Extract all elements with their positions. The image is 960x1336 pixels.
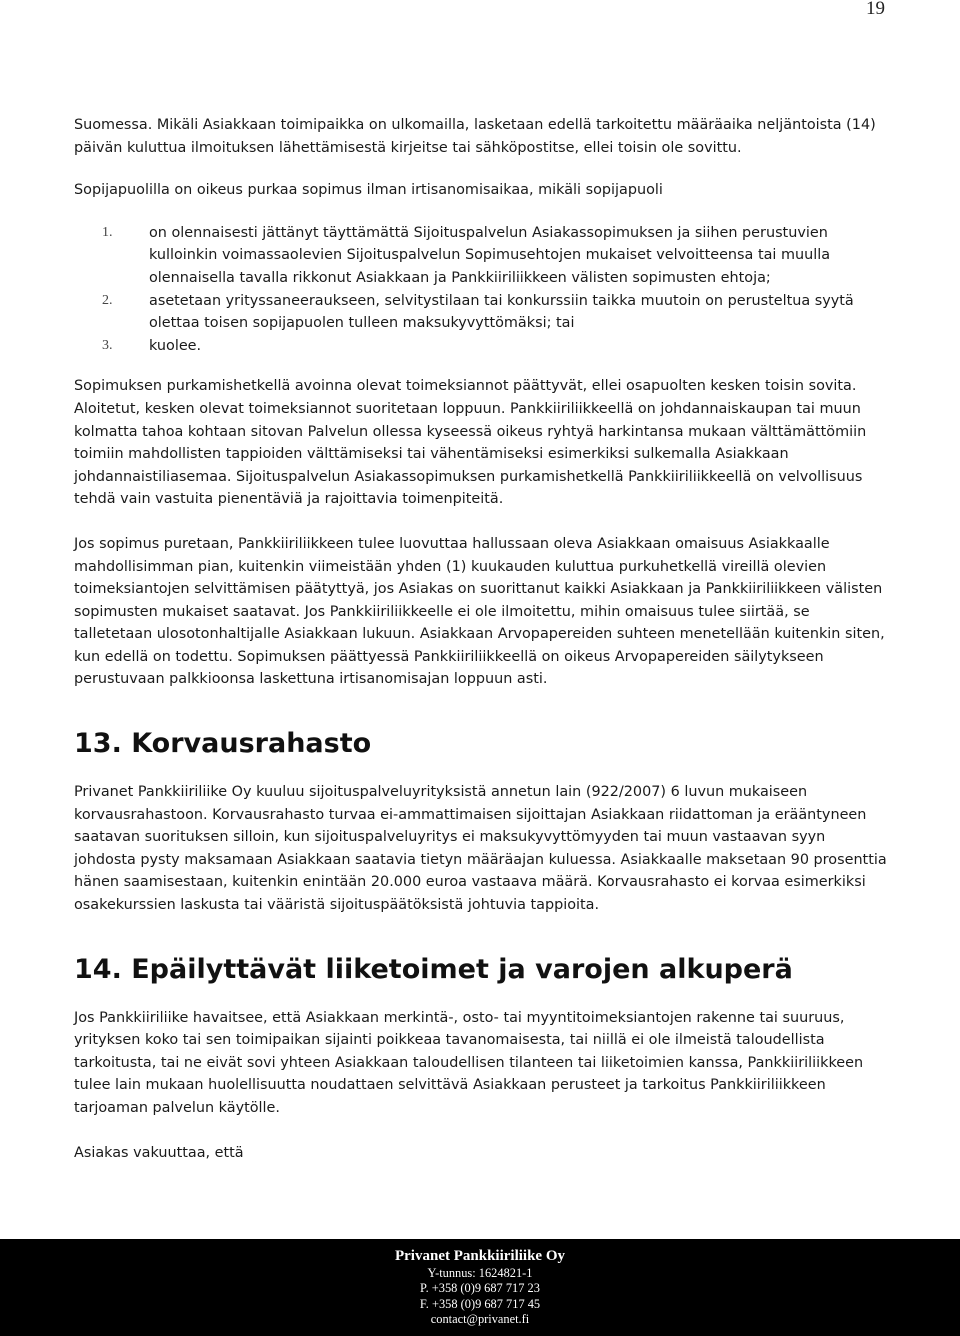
paragraph: Suomessa. Mikäli Asiakkaan toimipaikka on ulkomailla, lasketaan edellä tarkoitettu määräaika neljäntoista (14) päivän kuluttua ilmoituksen lähettämisestä kirjeitse tai sähköpostitse, ellei toisin ole sovittu. — [74, 117, 876, 156]
section-heading-13: 13. Korvausrahasto — [74, 728, 372, 760]
list-item-text: on olennaisesti jättänyt täyttämättä Sijoituspalvelun Asiakassopimuksen ja siihen perustuvien kulloinkin voimassaolevien Sijoituspalvelun Sopimusehtojen mukaiset velvoitteensa tai muulla olennaisella tavalla rikkonut Asiakkaan ja Pankkiiriliikkeen välisten sopimusten ehtoja; — [149, 224, 831, 286]
list-item — [74, 335, 890, 358]
footer-fax: F. +358 (0)9 687 717 45 — [419, 1296, 541, 1311]
footer-phone: P. +358 (0)9 687 717 23 — [420, 1281, 540, 1296]
list-item-text: asetetaan yrityssaneeraukseen, selvitystilaan tai konkurssiin taikka muutoin on perusteltua syytä olettaa toisen sopijapuolen tulleen maksukyvyttömäksi; tai — [149, 292, 854, 332]
list-item — [74, 222, 890, 290]
paragraph: Privanet Pankkiiriliike Oy kuuluu sijoituspalveluyrityksistä annetun lain (922/2007) 6 luvun mukaiseen korvausrahastoon. Korvausrahasto turvaa ei-ammattimaisen sijoittajan Asiakkaan riidattoman ja erääntyneen saatavan suorituksen silloin, kun sijoituspalveluyritys ei maksukyvyttömyyden tai muun vastaavan syyn johdosta pysty maksamaan Asiakkaan saatavia tietyn määräajan kuluessa. Asiakkaalle maksetaan 90 prosenttia hänen saamisestaan, kuitenkin enintään 20.000 euroa vastaava määrä. Korvausrahasto ei korvaa esimerkiksi osakekurssien laskusta tai vääristä sijoituspäätöksistä johtuvia tappioita. — [74, 784, 887, 914]
list-item — [74, 290, 890, 335]
section-heading-14: 14. Epäilyttävät liiketoimet ja varojen alkuperä — [74, 953, 793, 985]
paragraph: Sopimuksen purkamishetkellä avoinna olevat toimeksiannot päättyvät, ellei osapuolten kesken toisin sovita. Aloitetut, kesken olevat toimeksiannot suoritetaan loppuun. Pankkiiriliikkeellä on johdannaiskaupan tai muun kolmatta tahoa kohtaan sitovan Palvelun ollessa kyseessä oikeus ryhtyä harkintansa mukaan välttämättömiin toimiin mahdollisten tappioiden välttämiseksi tai vähentämiseksi esimerkiksi sulkemalla Asiakkaan johdannaistiliasemaa. Sijoituspalvelun Asiakassopimuksen purkamishetkellä Pankkiiriliikkeellä on velvollisuus tehdä vain vastuita pienentäviä ja rajoittavia toimenpiteitä. — [74, 378, 867, 508]
paragraph: Jos Pankkiiriliike havaitsee, että Asiakkaan merkintä-, osto- tai myyntitoimeksiantojen rakenne tai suuruus, yrityksen koko tai sen toimipaikan sijainti poikkeaa tavanomaisesta, tai niillä ei ole ilmeistä taloudellista tarkoitusta, tai ne eivät sovi yhteen Asiakkaan taloudellisen tilanteen tai liiketoimien kanssa, Pankkiiriliikkeen tulee lain mukaan huolellisuutta noudattaen selvittävä Asiakkaan perusteet ja tarkoitus Pankkiiriliikkeen tarjoaman palvelun käytölle. — [74, 1009, 864, 1116]
paragraph: Sopijapuolilla on oikeus purkaa sopimus ilman irtisanomisaikaa, mikäli sopijapuoli — [74, 182, 663, 199]
list-number: 1. — [102, 224, 113, 240]
paragraph: Asiakas vakuuttaa, että — [74, 1144, 244, 1161]
list-number: 3. — [102, 337, 113, 353]
list-item-text: kuolee. — [149, 337, 202, 354]
company-footer — [0, 1239, 960, 1336]
footer-company-name: Privanet Pankkiiriliike Oy — [394, 1248, 565, 1264]
paragraph: Jos sopimus puretaan, Pankkiiriliikkeen tulee luovuttaa hallussaan oleva Asiakkaan omaisuus Asiakkaalle mahdollisimman pian, kuitenkin viimeistään yhden (1) kuukauden kuluttua purkuhetkellä vireillä olevien toimeksiantojen selvittämisen päätyttyä, jos Asiakas on suorittanut kaikki Asiakkaan ja Pankkiiriliikkeen välisten sopimusten mukaiset saatavat. Jos Pankkiiriliikkeelle ei ole ilmoitettu, mihin omaisuus tulee siirtää, se talletetaan ulosotonhaltijalle Asiakkaan lukuun. Asiakkaan Arvopapereiden suhteen menetellään kuitenkin siten, kun edellä on todettu. Sopimuksen päättyessä Pankkiiriliikkeellä on oikeus Arvopapereiden säilytykseen perustuvaan palkkioonsa laskettuna irtisanomisajan loppuun asti. — [74, 535, 885, 688]
footer-email[interactable]: contact@privanet.fi — [430, 1312, 530, 1327]
list-number: 2. — [102, 292, 113, 308]
footer-business-id: Y-tunnus: 1624821-1 — [427, 1266, 533, 1280]
document-body — [74, 114, 890, 1164]
page-number: 19 — [866, 0, 885, 19]
termination-conditions-list — [74, 222, 890, 358]
